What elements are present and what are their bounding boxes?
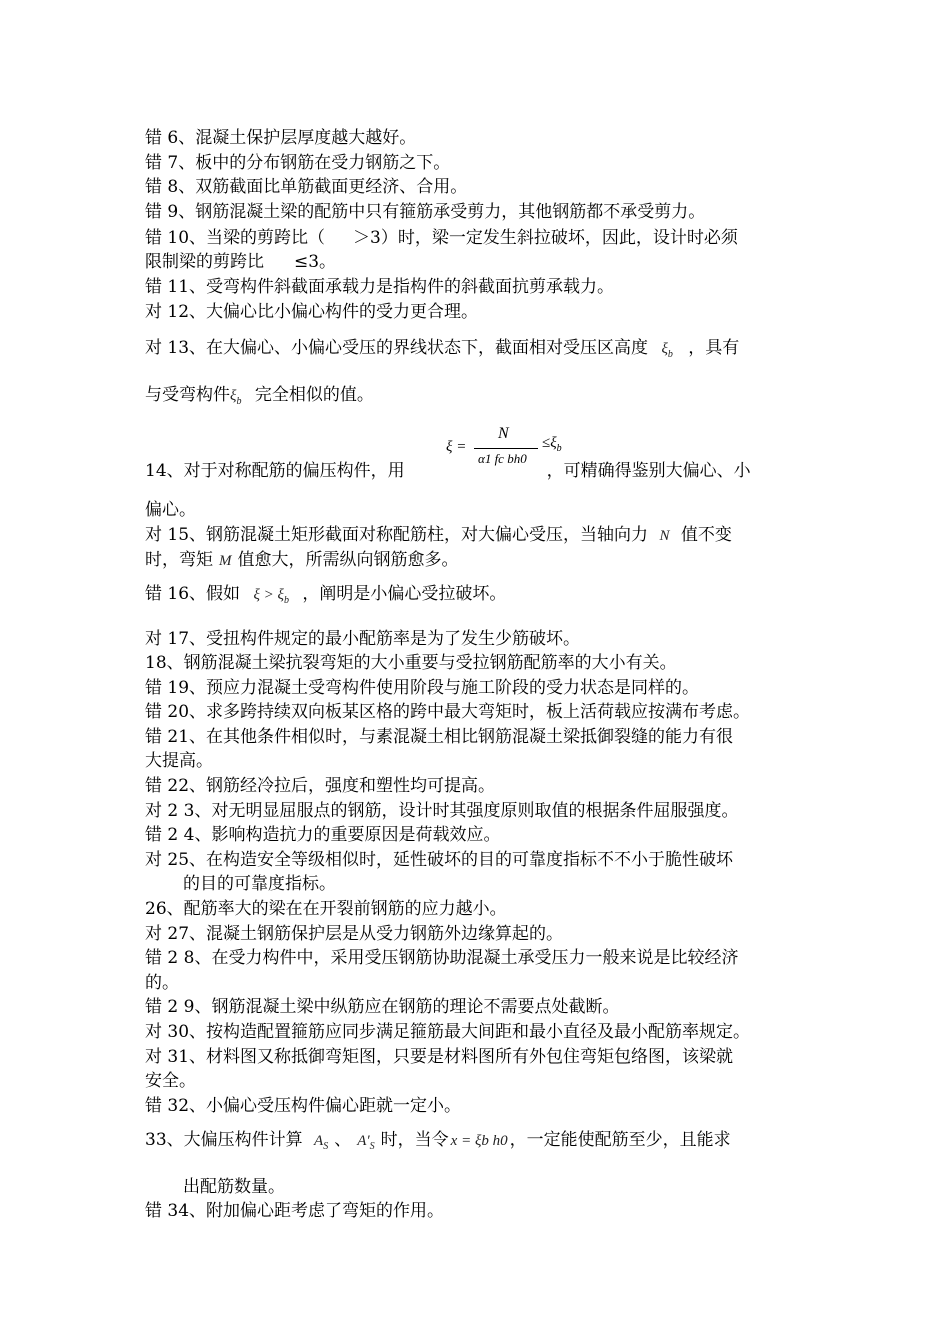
item-15-text-c: 时，弯矩 xyxy=(145,550,213,570)
xi-subscript: b xyxy=(667,349,673,360)
item-10-text-a: 错 10、当梁的剪跨比（ xyxy=(145,228,326,248)
formula16-gt: > xyxy=(263,587,274,603)
item-14-line1 xyxy=(145,459,751,483)
item-18: 18、钢筋混凝土梁抗裂弯矩的大小重要与受拉钢筋配筋率的大小有关。 xyxy=(145,653,677,673)
formula-xi-b: ξ xyxy=(550,435,557,451)
item-19: 错 19、预应力混凝土受弯构件使用阶段与施工阶段的受力状态是同样的。 xyxy=(145,678,700,698)
item-28-line1: 错 2 8、在受力构件中，采用受压钢筋协助混凝土承受压力一般来说是比较经济 xyxy=(145,948,739,968)
moment-M: M xyxy=(219,553,232,569)
item-32: 错 32、小偏心受压构件偏心距就一定小。 xyxy=(145,1096,462,1116)
item-33-text-a: 33、大偏压构件计算 xyxy=(145,1130,303,1150)
item-10-text-d: ≤3。 xyxy=(294,252,337,272)
fraction-bar xyxy=(474,448,538,449)
axial-force-N: N xyxy=(659,528,670,544)
formula-denominator: α1 fc bh0 xyxy=(478,451,527,466)
xi-gt-xib-formula xyxy=(253,587,289,606)
formula-numerator: N xyxy=(498,425,509,442)
formula-eq: = xyxy=(456,439,467,455)
item-31-line1: 对 31、材料图又称抵御弯矩图，只要是材料图所有外包住弯矩包络图，该梁就 xyxy=(145,1047,734,1067)
item-24: 错 2 4、影响构造抗力的重要原因是荷载效应。 xyxy=(145,825,501,845)
item-16-text-b: ，阐明是小偏心受拉破坏。 xyxy=(302,584,507,604)
item-6: 错 6、混凝土保护层厚度越大越好。 xyxy=(145,128,417,148)
item-13-line2 xyxy=(145,383,374,414)
formula-rhs xyxy=(542,435,562,454)
item-26: 26、配筋率大的梁在在开裂前钢筋的应力越小。 xyxy=(145,899,507,919)
item-15-line2 xyxy=(145,548,459,573)
xi-subscript-2: b xyxy=(236,396,242,407)
item-27: 对 27、混凝土钢筋保护层是从受力钢筋外边缘算起的。 xyxy=(145,924,564,944)
As-letter: A xyxy=(314,1133,324,1149)
x-eq-formula: x = ξb h0 xyxy=(450,1133,508,1149)
item-25-line2: 的目的可靠度指标。 xyxy=(183,874,336,894)
item-16-text-a: 错 16、假如 xyxy=(145,584,241,604)
item-12: 对 12、大偏心比小偏心构件的受力更合理。 xyxy=(145,302,479,322)
item-14-line2: 偏心。 xyxy=(145,500,196,520)
item-25-line1: 对 25、在构造安全等级相似时，延性破坏的目的可靠度指标不不小于脆性破坏 xyxy=(145,850,734,870)
item-15-text-a: 对 15、钢筋混凝土矩形截面对称配筋柱，对大偏心受压，当轴向力 xyxy=(145,525,649,545)
item-13-line1 xyxy=(145,336,739,367)
formula16-xi-b: ξ xyxy=(277,587,284,603)
As-prime-symbol xyxy=(357,1133,375,1152)
item-13-text-a: 对 13、在大偏心、小偏心受压的界线状态下，截面相对受压区高度 xyxy=(145,338,649,358)
item-34: 错 34、附加偏心距考虑了弯矩的作用。 xyxy=(145,1201,445,1221)
item-33-line2: 出配筋数量。 xyxy=(183,1177,285,1197)
formula16-xi: ξ xyxy=(253,587,260,603)
formula-xi: ξ xyxy=(446,439,453,455)
item-21-line2: 大提高。 xyxy=(145,751,213,771)
item-23: 对 2 3、对无明显屈服点的钢筋，设计时其强度原则取值的根据条件屈服强度。 xyxy=(145,801,739,821)
item-15-text-d: 值愈大，所需纵向钢筋愈多。 xyxy=(237,550,459,570)
item-13-text-c: 与受弯构件 xyxy=(145,385,230,405)
item-28-line2: 的。 xyxy=(145,973,179,993)
formula-lhs xyxy=(446,439,466,456)
item-30: 对 30、按构造配置箍筋应同步满足箍筋最大间距和最小直径及最小配筋率规定。 xyxy=(145,1022,751,1042)
item-21-line1: 错 21、在其他条件相似时，与素混凝土相比钢筋混凝土梁抵御裂缝的能力有很 xyxy=(145,727,734,747)
As-prime-subscript: S xyxy=(369,1141,375,1152)
As-prime-letter: A′ xyxy=(357,1133,370,1149)
item-10-line1 xyxy=(145,226,738,250)
As-subscript: S xyxy=(323,1141,329,1152)
xi-symbol: ξ xyxy=(661,341,668,357)
item-17: 对 17、受扭构件规定的最小配筋率是为了发生少筋破坏。 xyxy=(145,629,581,649)
xi-b-formula xyxy=(661,341,673,360)
item-33-text-b: 、 xyxy=(334,1130,352,1150)
item-33-text-d: ，一定能使配筋至少，且能求 xyxy=(509,1130,731,1150)
item-33-text-c: 时，当令 xyxy=(380,1130,449,1150)
xi-symbol-2: ξ xyxy=(230,388,237,404)
xi-b-formula-2 xyxy=(230,388,242,407)
item-10-line2 xyxy=(145,250,336,274)
item-10-text-c: 限制梁的剪跨比 xyxy=(145,252,264,272)
item-29: 错 2 9、钢筋混凝土梁中纵筋应在钢筋的理论不需要点处截断。 xyxy=(145,997,620,1017)
item-31-line2: 安全。 xyxy=(145,1071,196,1091)
item-16 xyxy=(145,582,506,613)
item-33-line1 xyxy=(145,1128,731,1159)
formula-xi-b-sub: b xyxy=(556,443,562,454)
item-8: 错 8、双筋截面比单筋截面更经济、合用。 xyxy=(145,177,468,197)
item-14-text-b: ，可精确得鉴别大偏心、小 xyxy=(546,461,751,481)
item-9: 错 9、钢筋混凝土梁的配筋中只有箍筋承受剪力，其他钢筋都不承受剪力。 xyxy=(145,202,706,222)
item-7: 错 7、板中的分布钢筋在受力钢筋之下。 xyxy=(145,153,451,173)
item-11: 错 11、受弯构件斜截面承载力是指构件的斜截面抗剪承载力。 xyxy=(145,277,615,297)
item-13-text-b: ，具有 xyxy=(688,338,740,358)
item-13-text-d: 完全相似的值。 xyxy=(254,385,374,405)
formula16-xi-b-sub: b xyxy=(283,595,289,606)
item-10-text-b: ＞3）时，梁一定发生斜拉破坏，因此，设计时必须 xyxy=(353,228,738,248)
item-20: 错 20、求多跨持续双向板某区格的跨中最大弯矩时，板上活荷载应按满布考虑。 xyxy=(145,702,751,722)
As-symbol xyxy=(314,1133,329,1152)
item-22: 错 22、钢筋经冷拉后，强度和塑性均可提高。 xyxy=(145,776,496,796)
item-14-text-a: 14、对于对称配筋的偏压构件，用 xyxy=(145,461,405,481)
item-15-line1 xyxy=(145,523,732,548)
formula-le: ≤ xyxy=(542,435,551,451)
item-15-text-b: 值不变 xyxy=(680,525,732,545)
